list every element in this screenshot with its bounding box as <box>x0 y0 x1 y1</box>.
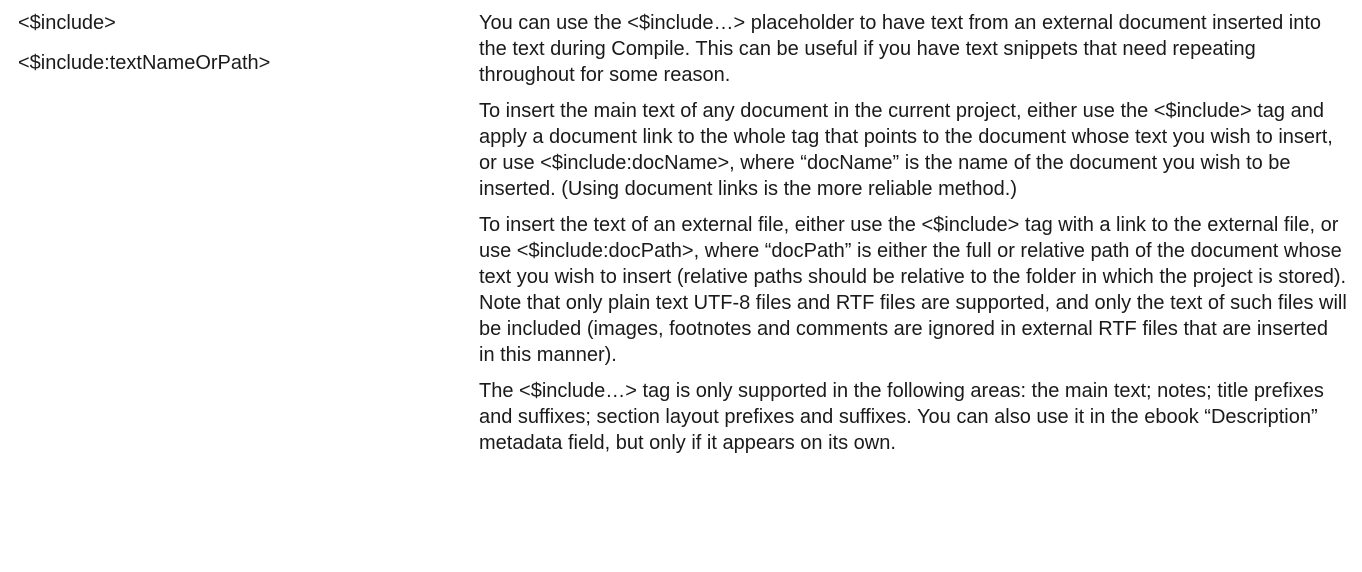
description-paragraph-project-documents: To insert the main text of any document in the current project, either use the <$include> tag and apply a document link to the whole tag that points to the document whose text you wish to insert, or use <$include:docName>, where “docName” is the name of the document you wish to be inserted. (Using document links is the more reliable method.) <box>479 100 1333 200</box>
placeholder-tags-column <box>18 10 458 90</box>
description-paragraph-intro: You can use the <$include…> placeholder to have text from an external document inserted into the text during Compile. This can be useful if you have text snippets that need repeating throughout for some reason. <box>479 12 1322 86</box>
placeholder-tag: <$include> <box>18 12 116 34</box>
placeholder-tag-with-argument: <$include:textNameOrPath> <box>18 52 271 74</box>
description-paragraph-supported-areas: The <$include…> tag is only supported in the following areas: the main text; notes; title prefixes and suffixes; section layout prefixes and suffixes. You can also use it in the ebook “Description” metadata field, but only if it appears on its own. <box>479 380 1324 454</box>
description-paragraph-external-files: To insert the text of an external file, either use the <$include> tag with a link to the external file, or use <$include:docPath>, where “docPath” is either the full or relative path of the document whose text you wish to insert (relative paths should be relative to the folder in which the project is stored). Note that only plain text UTF-8 files and RTF files are supported, and only the text of such files will be included (images, footnotes and comments are ignored in external RTF files that are inserted in this manner). <box>479 214 1347 366</box>
placeholder-description-column <box>479 10 1349 466</box>
